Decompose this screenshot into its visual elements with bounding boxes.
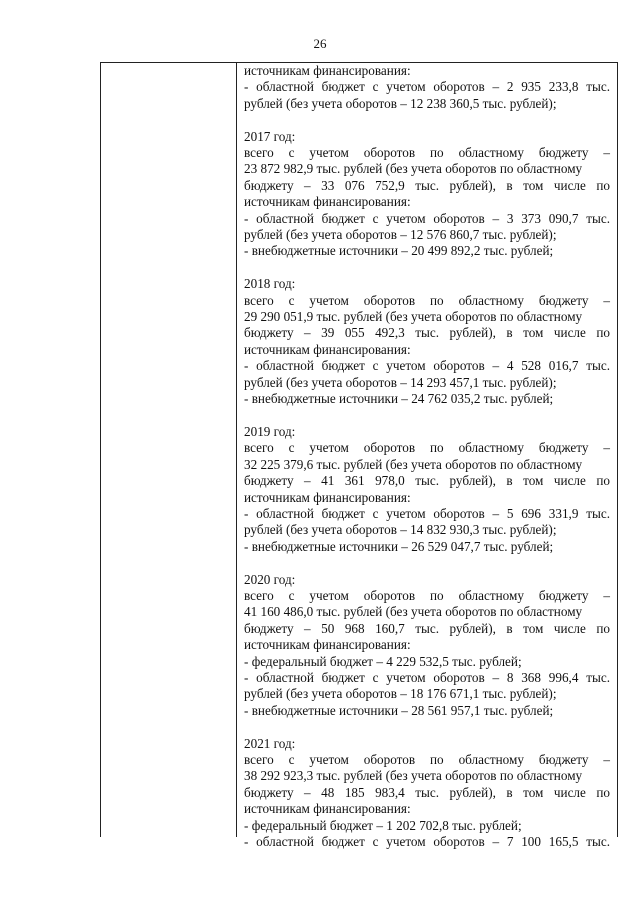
text-line: источникам финансирования: xyxy=(244,194,411,210)
table-left-cell xyxy=(101,63,237,837)
paragraph-gap xyxy=(244,408,610,424)
text-line: - областной бюджет с учетом оборотов – 5 696 331,9 тыс. xyxy=(244,505,610,521)
year-heading: 2021 год: xyxy=(244,735,296,751)
text-line: 38 292 923,3 тыс. рублей (без учета оборотов по областному xyxy=(244,768,583,784)
text-line: - областной бюджет с учетом оборотов – 8 368 996,4 тыс. xyxy=(244,669,610,685)
paragraph-gap xyxy=(244,719,610,735)
paragraph-gap xyxy=(244,555,610,571)
text-line: рублей (без учета оборотов – 12 576 860,7 тыс. рублей); xyxy=(244,227,557,243)
year-heading: 2018 год: xyxy=(244,276,296,292)
year-heading: 2020 год: xyxy=(244,571,296,587)
text-line: источникам финансирования: xyxy=(244,489,411,505)
text-line: источникам финансирования: xyxy=(244,63,411,78)
financing-table xyxy=(100,62,618,850)
text-line: бюджету – 41 361 978,0 тыс. рублей), в том числе по xyxy=(244,473,610,489)
text-line: всего с учетом оборотов по областному бюджету – xyxy=(244,751,610,767)
text-line: всего с учетом оборотов по областному бюджету – xyxy=(244,145,610,161)
text-line: - областной бюджет с учетом оборотов – 4 528 016,7 тыс. xyxy=(244,358,610,374)
text-line: рублей (без учета оборотов – 14 293 457,1 тыс. рублей); xyxy=(244,374,557,390)
text-line: бюджету – 39 055 492,3 тыс. рублей), в том числе по xyxy=(244,325,610,341)
text-line: рублей (без учета оборотов – 14 832 930,3 тыс. рублей); xyxy=(244,522,557,538)
text-line: - областной бюджет с учетом оборотов – 7 100 165,5 тыс. xyxy=(244,834,610,850)
text-line: - внебюджетные источники – 24 762 035,2 тыс. рублей; xyxy=(244,391,554,407)
text-line: 23 872 982,9 тыс. рублей (без учета оборотов по областному xyxy=(244,161,583,177)
text-line: 41 160 486,0 тыс. рублей (без учета оборотов по областному xyxy=(244,604,583,620)
text-line: - федеральный бюджет – 1 202 702,8 тыс. рублей; xyxy=(244,817,522,833)
text-line: - областной бюджет с учетом оборотов – 3 373 090,7 тыс. xyxy=(244,210,610,226)
text-line: всего с учетом оборотов по областному бюджету – xyxy=(244,292,610,308)
text-line: источникам финансирования: xyxy=(244,637,411,653)
text-line: рублей (без учета оборотов – 18 176 671,1 тыс. рублей); xyxy=(244,686,557,702)
year-heading: 2017 год: xyxy=(244,128,296,144)
year-heading: 2019 год: xyxy=(244,423,296,439)
paragraph-gap xyxy=(244,112,610,128)
page-number: 26 xyxy=(313,36,327,51)
text-line: всего с учетом оборотов по областному бюджету – xyxy=(244,440,610,456)
text-line: бюджету – 48 185 983,4 тыс. рублей), в том числе по xyxy=(244,784,610,800)
text-line: рублей (без учета оборотов – 12 238 360,5 тыс. рублей); xyxy=(244,95,557,111)
paragraph-gap xyxy=(244,260,610,276)
text-line: 29 290 051,9 тыс. рублей (без учета оборотов по областному xyxy=(244,309,583,325)
text-line: 32 225 379,6 тыс. рублей (без учета оборотов по областному xyxy=(244,456,583,472)
text-line: - внебюджетные источники – 26 529 047,7 тыс. рублей; xyxy=(244,538,554,554)
text-line: бюджету – 33 076 752,9 тыс. рублей), в том числе по xyxy=(244,177,610,193)
text-line: - внебюджетные источники – 20 499 892,2 тыс. рублей; xyxy=(244,243,554,259)
text-line: бюджету – 50 968 160,7 тыс. рублей), в том числе по xyxy=(244,620,610,636)
text-line: - внебюджетные источники – 28 561 957,1 тыс. рублей; xyxy=(244,702,554,718)
text-line: источникам финансирования: xyxy=(244,801,411,817)
table-text-cell xyxy=(238,63,617,850)
text-line: - федеральный бюджет – 4 229 532,5 тыс. рублей; xyxy=(244,653,522,669)
text-line: всего с учетом оборотов по областному бюджету – xyxy=(244,587,610,603)
text-line: - областной бюджет с учетом оборотов – 2 935 233,8 тыс. xyxy=(244,79,610,95)
text-line: источникам финансирования: xyxy=(244,341,411,357)
